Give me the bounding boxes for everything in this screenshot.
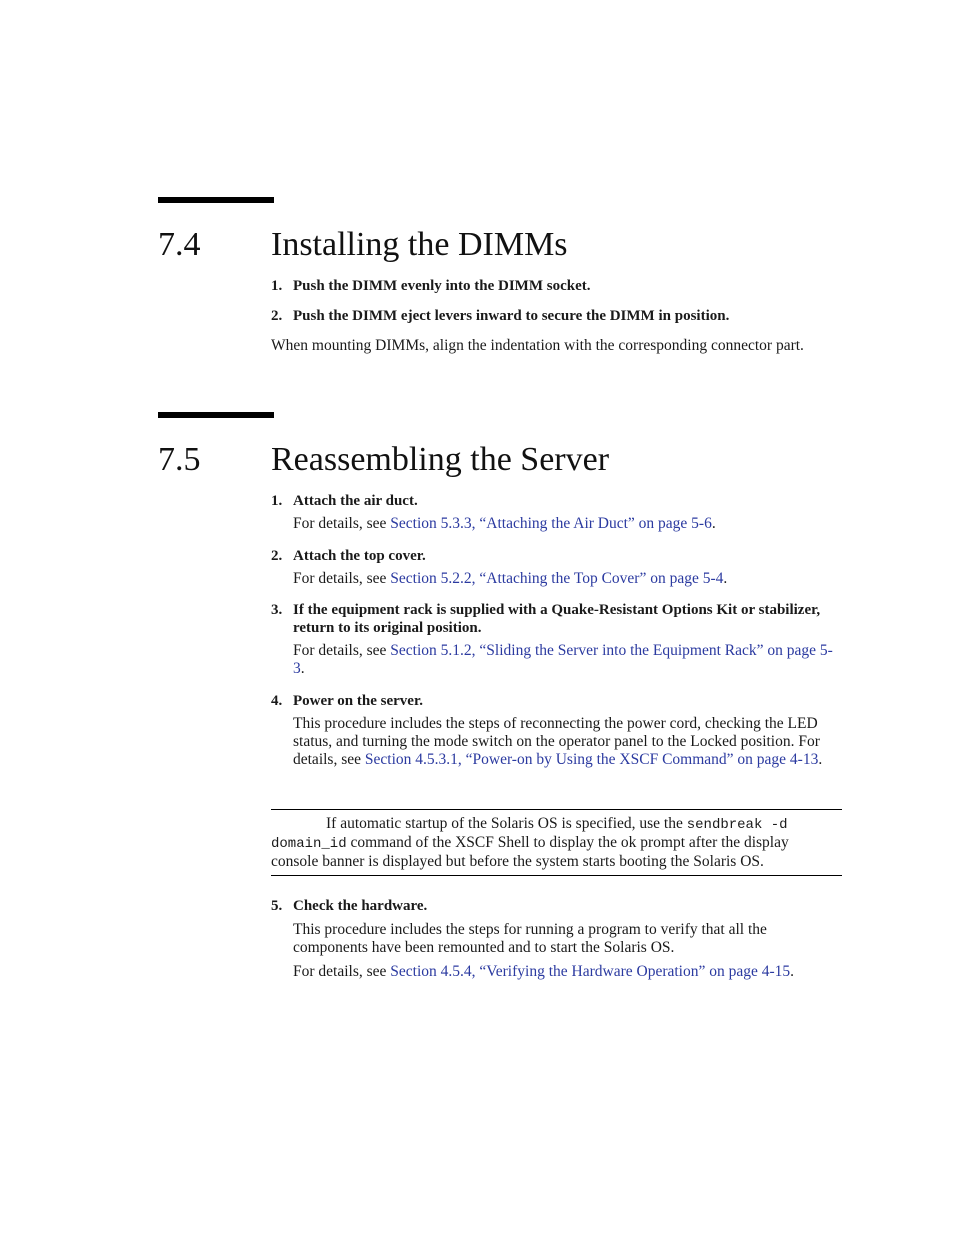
callout-text: If automatic startup of the Solaris OS is specified, use the sendbreak -d domain_id command of the XSCF Shell to display the ok prompt after the display console banner is displayed but before the system starts booting the Solaris OS. xyxy=(271,815,789,870)
step-detail: For details, see Section 5.2.2, “Attaching the Top Cover” on page 5-4. xyxy=(293,570,728,587)
step-text: Attach the top cover. xyxy=(293,548,426,564)
step-number: 4. xyxy=(271,693,283,709)
step-number: 2. xyxy=(271,548,283,564)
step-detail-body: This procedure includes the steps for running a program to verify that all the components have been remounted and to start the Solaris OS. xyxy=(293,921,767,956)
step-item xyxy=(271,692,846,710)
section-rule-7-4 xyxy=(158,197,274,203)
cross-reference-link[interactable]: Section 4.5.3.1, “Power-on by Using the XSCF Command” on page 4-13 xyxy=(364,751,819,768)
cross-reference-link[interactable]: Section 5.2.2, “Attaching the Top Cover” on page 5-4 xyxy=(390,570,724,587)
section-number: 7.4 xyxy=(158,226,201,263)
step-number: 1. xyxy=(271,493,283,509)
body-paragraph: When mounting DIMMs, align the indentation with the corresponding connector part. xyxy=(271,337,804,354)
step-text: Push the DIMM evenly into the DIMM socket. xyxy=(293,278,591,294)
callout-top-rule xyxy=(271,809,842,810)
callout-bottom-rule xyxy=(271,875,842,876)
step-item xyxy=(271,307,846,325)
cross-reference-link[interactable]: Section 5.1.2, “Sliding the Server into the Equipment Rack” on page 5-3 xyxy=(293,642,833,677)
step-item xyxy=(271,492,846,510)
cross-reference-link[interactable]: Section 5.3.3, “Attaching the Air Duct” on page 5-6 xyxy=(390,515,712,532)
step-text: Push the DIMM eject levers inward to secure the DIMM in position. xyxy=(293,308,730,324)
step-item xyxy=(271,547,846,565)
step-item xyxy=(271,601,846,637)
step-text: Check the hardware. xyxy=(293,898,428,914)
step-number: 3. xyxy=(271,602,283,618)
step-text: Attach the air duct. xyxy=(293,493,418,509)
step-number: 1. xyxy=(271,278,283,294)
step-item xyxy=(271,897,846,915)
step-number: 2. xyxy=(271,308,283,324)
step-detail: This procedure includes the steps of reconnecting the power cord, checking the LED status, and turning the mode switch on the operator panel to the Locked position. For details, see Section 4.5.3.1, “Power-on by Using the XSCF Command” on page 4-13. xyxy=(293,715,823,768)
section-title: Reassembling the Server xyxy=(271,441,610,478)
step-detail: For details, see Section 5.1.2, “Sliding the Server into the Equipment Rack” on page 5-3. xyxy=(293,642,833,677)
step-text: Power on the server. xyxy=(293,693,423,709)
section-title: Installing the DIMMs xyxy=(271,226,568,263)
step-detail: For details, see Section 5.3.3, “Attaching the Air Duct” on page 5-6. xyxy=(293,515,716,532)
step-text: If the equipment rack is supplied with a Quake-Resistant Options Kit or stabilizer, return to its original position. xyxy=(293,602,821,636)
step-number: 5. xyxy=(271,898,283,914)
section-rule-7-5 xyxy=(158,412,274,418)
step-detail: For details, see Section 4.5.4, “Verifying the Hardware Operation” on page 4-15. xyxy=(293,963,795,980)
inline-code: sendbreak -d domain_id xyxy=(271,817,788,852)
step-item xyxy=(271,277,846,295)
cross-reference-link[interactable]: Section 4.5.4, “Verifying the Hardware Operation” on page 4-15 xyxy=(390,963,791,980)
section-number: 7.5 xyxy=(158,441,201,478)
